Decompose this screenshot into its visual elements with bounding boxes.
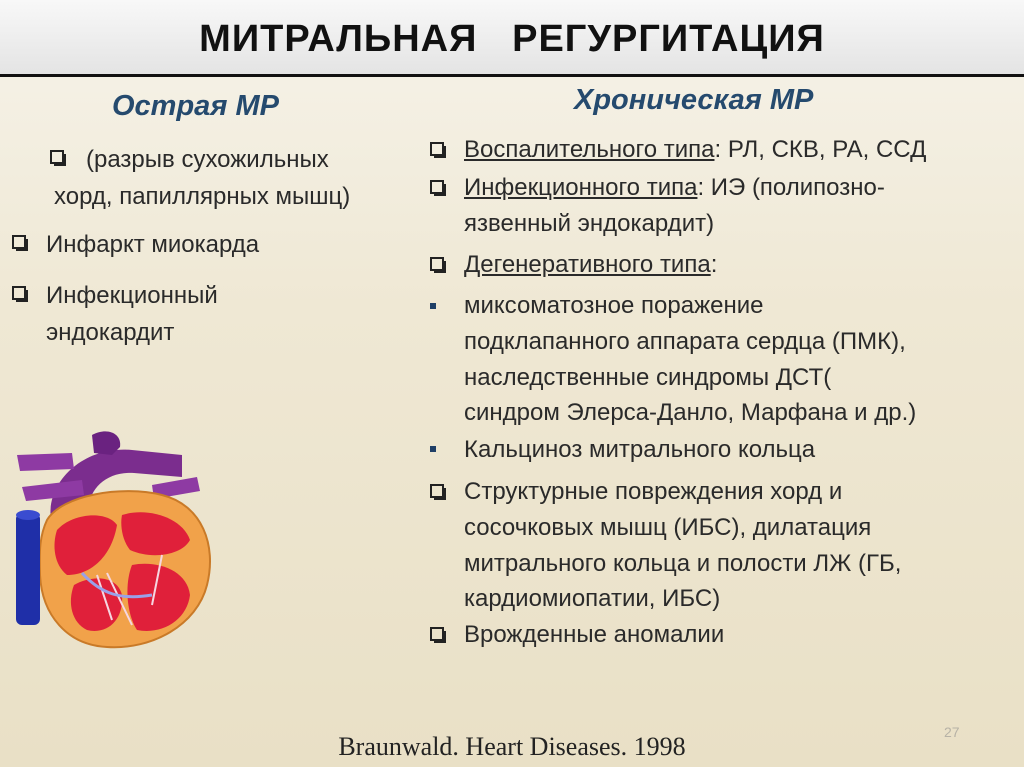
slide-title: МИТРАЛЬНАЯ РЕГУРГИТАЦИЯ [199, 18, 825, 60]
infectious-type-label: Инфекционного типа [464, 174, 698, 201]
square-bullet-icon [430, 446, 436, 452]
checkbox-bullet-icon [12, 286, 26, 300]
structural-line-3: митрального кольца и полости ЛЖ (ГБ, [464, 550, 902, 577]
checkbox-bullet-icon [12, 235, 26, 249]
page-number: 27 [944, 724, 960, 740]
checkbox-bullet-icon [430, 484, 444, 498]
chronic-heading: Хроническая МР [574, 84, 814, 116]
degenerative-type-label: Дегенеративного типа [464, 251, 711, 278]
myxomatous-line-3: наследственные синдромы ДСТ( [464, 364, 832, 391]
checkbox-bullet-icon [50, 150, 64, 164]
calcinosis-item: Кальциноз митрального кольца [464, 436, 816, 463]
checkbox-bullet-icon [430, 257, 444, 271]
inflammatory-type-label: Воспалительного типа [464, 136, 715, 163]
checkbox-bullet-icon [430, 627, 444, 641]
degenerative-type-colon: : [710, 251, 718, 278]
myxomatous-line-1: миксоматозное поражение [464, 292, 764, 319]
heart-illustration [12, 425, 222, 655]
chronic-inflammatory [464, 135, 926, 165]
structural-line-4: кардиомиопатии, ИБС) [464, 585, 721, 612]
checkbox-bullet-icon [430, 180, 444, 194]
infectious-type-causes: : ИЭ (полипозно- [697, 174, 885, 201]
checkbox-bullet-icon [430, 142, 444, 156]
myxomatous-line-2: подклапанного аппарата сердца (ПМК), [464, 328, 906, 355]
structural-line-2: сосочковых мышц (ИБС), дилатация [464, 514, 872, 541]
chronic-degenerative [464, 250, 717, 280]
square-bullet-icon [430, 303, 436, 309]
chronic-infectious [464, 173, 885, 203]
myxomatous-line-4: синдром Элерса-Данло, Марфана и др.) [464, 399, 917, 426]
citation-footer: Braunwald. Heart Diseases. 1998 [338, 732, 686, 761]
inflammatory-type-causes: : РЛ, СКВ, РА, ССД [714, 136, 927, 163]
chronic-infectious-line-2: язвенный эндокардит) [464, 210, 715, 237]
acute-item-1-line-2: хорд, папиллярных мышц) [54, 183, 351, 210]
acute-item-1-line-1: (разрыв сухожильных [86, 146, 329, 173]
acute-item-3-line-2: эндокардит [46, 319, 175, 346]
acute-item-3-line-1: Инфекционный [46, 282, 218, 309]
acute-item-2: Инфаркт миокарда [46, 231, 260, 258]
congenital-item: Врожденные аномалии [464, 621, 725, 648]
acute-heading: Острая МР [112, 90, 279, 122]
structural-line-1: Структурные повреждения хорд и [464, 478, 843, 505]
